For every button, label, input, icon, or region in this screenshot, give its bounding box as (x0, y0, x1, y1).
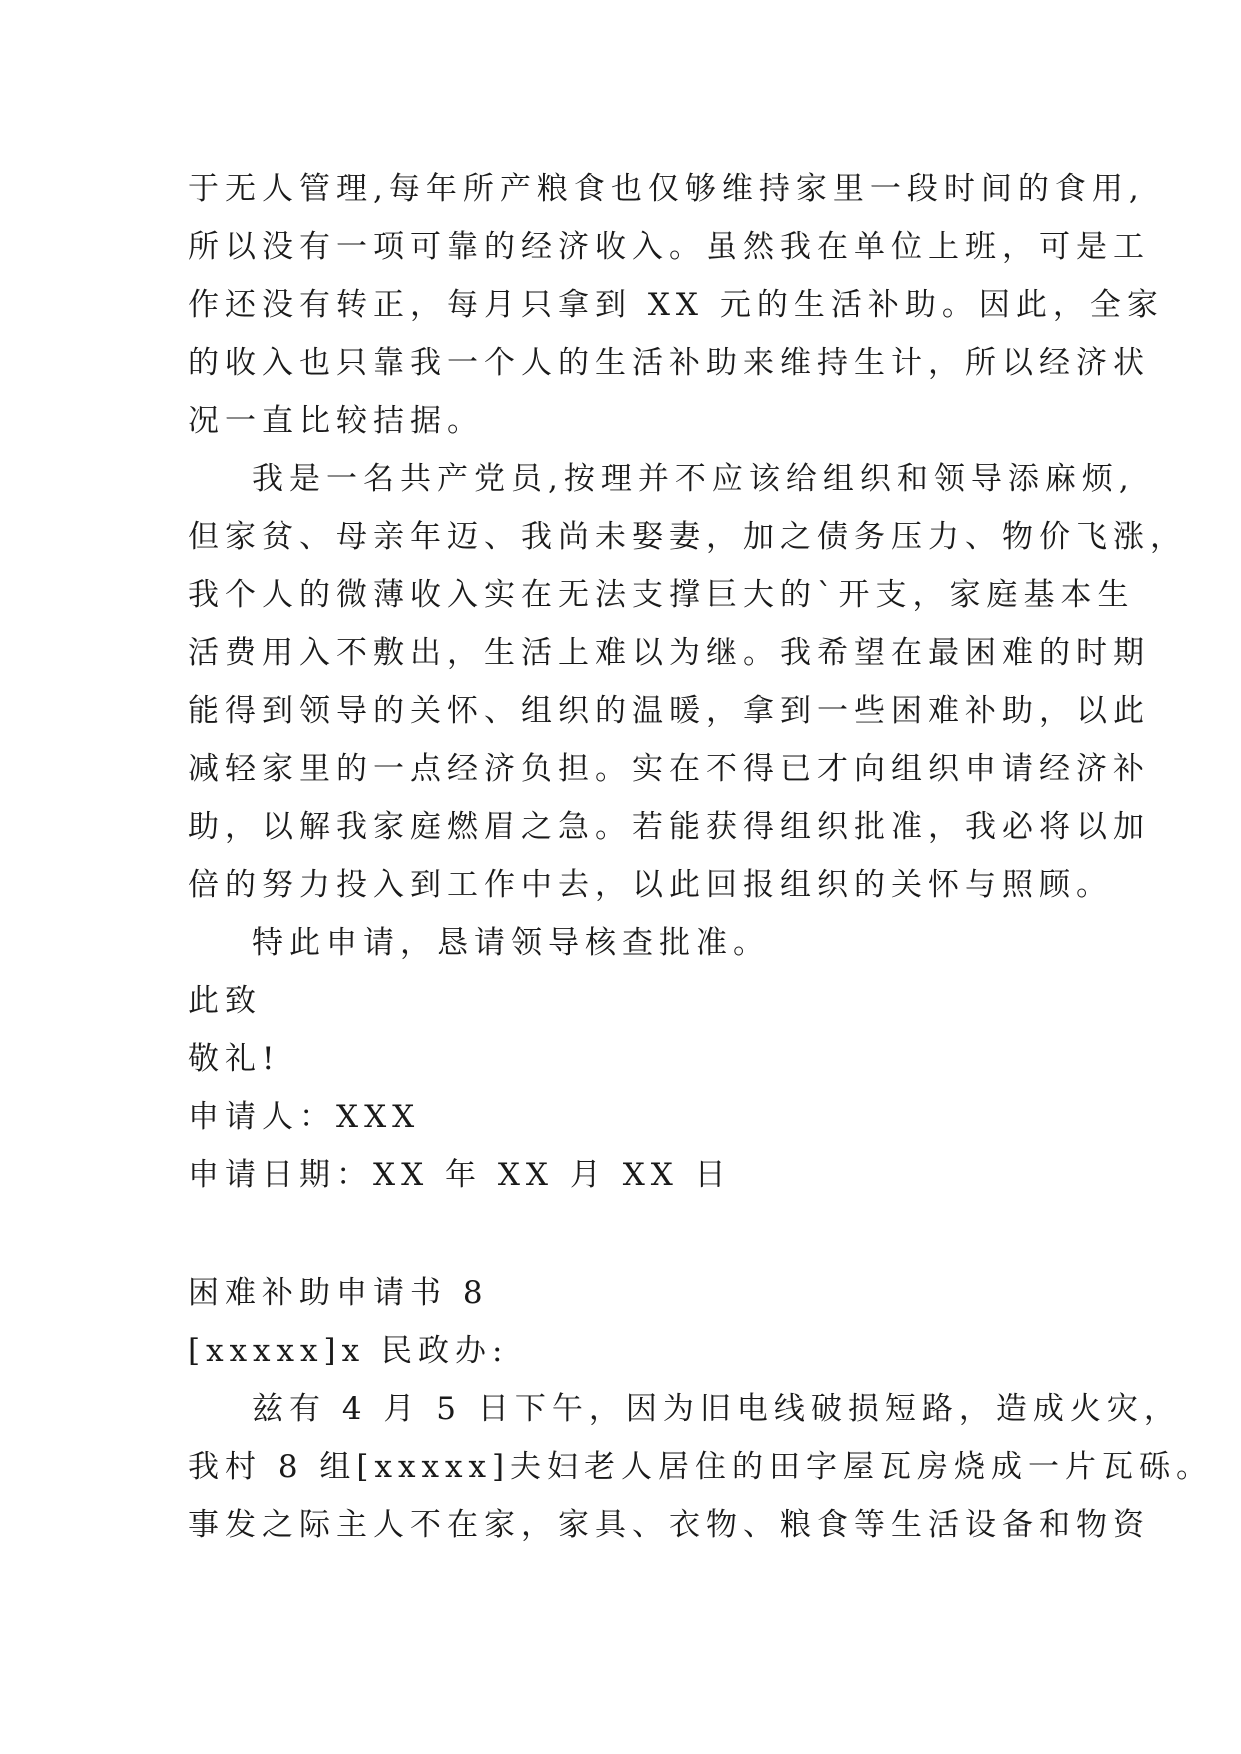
applicant-name: 申请人：XXX (188, 1099, 421, 1135)
recipient-line: [xxxxx]x 民政办: (188, 1333, 509, 1369)
text-line: 的收入也只靠我一个人的生活补助来维持生计，所以经济状 (188, 345, 1150, 381)
text-line: 况一直比较拮据。 (188, 403, 484, 439)
application-date: 申请日期：XX 年 XX 月 XX 日 (188, 1157, 732, 1193)
text-line: 能得到领导的关怀、组织的温暖，拿到一些困难补助，以此 (188, 693, 1150, 729)
text-line: 但家贫、母亲年迈、我尚未娶妻，加之债务压力、物价飞涨， (188, 519, 1187, 555)
paragraph-request-reason (188, 450, 1187, 914)
section-title: 困难补助申请书 8 (188, 1275, 489, 1311)
text-line: 我个人的微薄收入实在无法支撑巨大的`开支，家庭基本生 (188, 577, 1135, 613)
section-application-8 (188, 1264, 1214, 1554)
text-line: 所以没有一项可靠的经济收入。虽然我在单位上班，可是工 (188, 229, 1150, 265)
text-line: 倍的努力投入到工作中去，以此回报组织的关怀与照顾。 (188, 867, 1113, 903)
text-line: 兹有 4 月 5 日下午，因为旧电线破损短路，造成火灾， (252, 1391, 1181, 1427)
paragraph-economic-situation (188, 160, 1164, 450)
text-line: 作还没有转正，每月只拿到 XX 元的生活补助。因此，全家 (188, 287, 1164, 323)
closing-block (188, 914, 1088, 1204)
salutation-line-2: 敬礼! (188, 1041, 281, 1077)
text-line: 于无人管理,每年所产粮食也仅够维持家里一段时间的食用, (188, 171, 1145, 207)
text-line: 活费用入不敷出，生活上难以为继。我希望在最困难的时期 (188, 635, 1150, 671)
closing-request: 特此申请，恳请领导核查批准。 (252, 925, 770, 961)
salutation-line-1: 此致 (188, 983, 262, 1019)
text-line: 我是一名共产党员,按理并不应该给组织和领导添麻烦, (252, 461, 1135, 497)
section-spacer (188, 1204, 1088, 1264)
text-line: 我村 8 组[xxxxx]夫妇老人居住的田字屋瓦房烧成一片瓦砾。 (188, 1449, 1214, 1485)
text-line: 助，以解我家庭燃眉之急。若能获得组织批准，我必将以加 (188, 809, 1150, 845)
document-page (188, 160, 1214, 1554)
text-line: 减轻家里的一点经济负担。实在不得已才向组织申请经济补 (188, 751, 1150, 787)
text-line: 事发之际主人不在家，家具、衣物、粮食等生活设备和物资 (188, 1507, 1150, 1543)
